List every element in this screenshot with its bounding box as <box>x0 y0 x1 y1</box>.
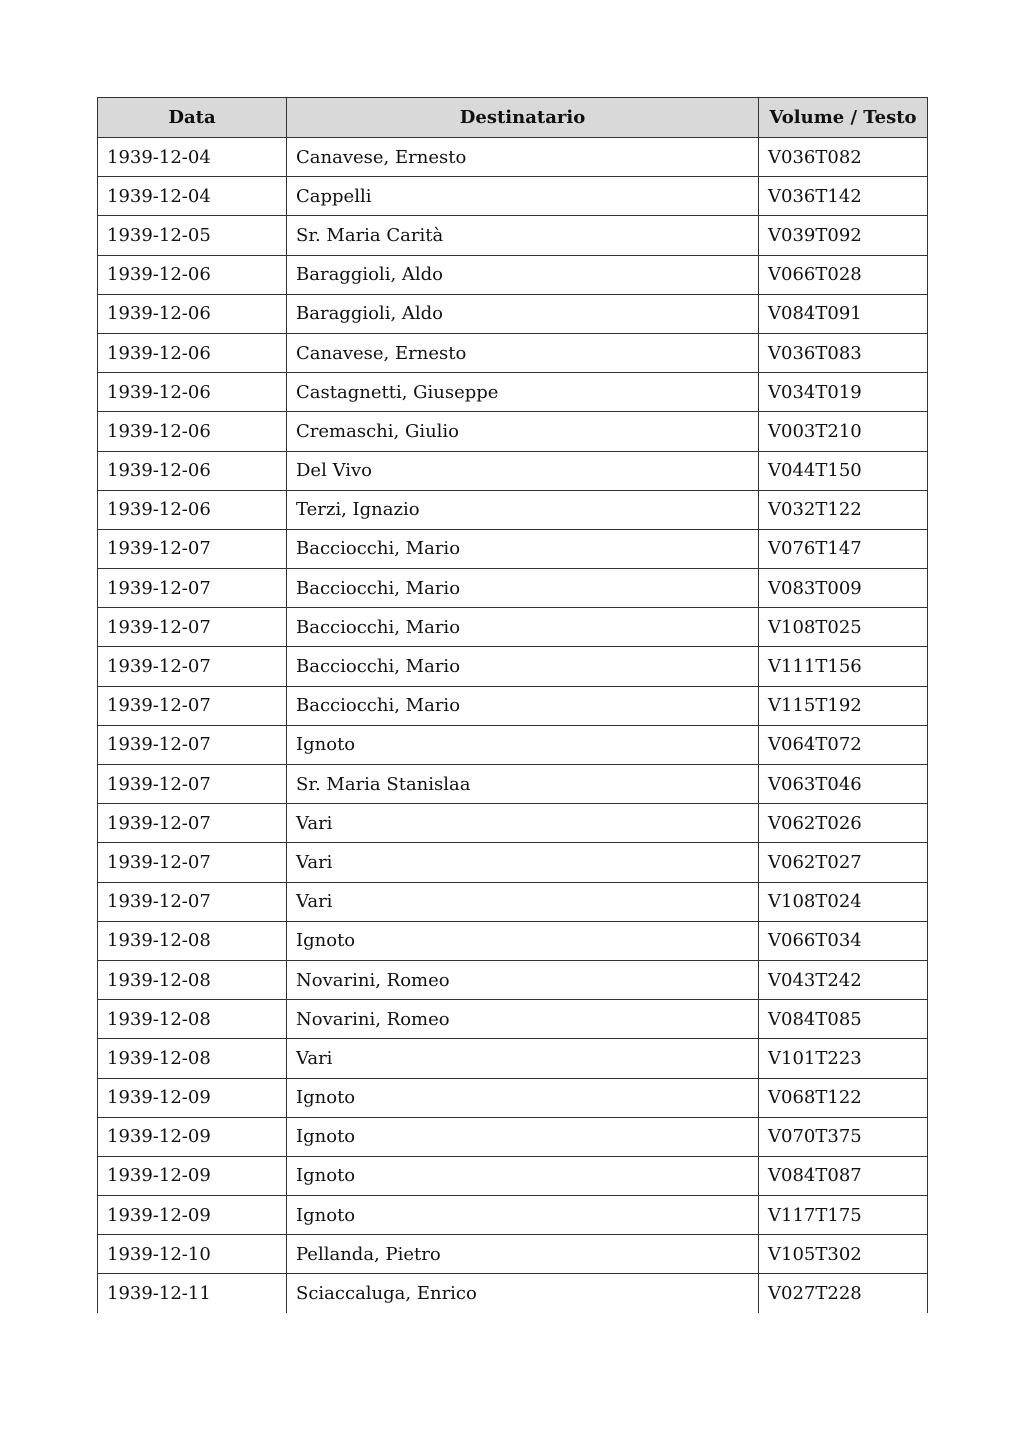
header-row <box>98 98 928 138</box>
cell-date: 1939-12-11 <box>98 1274 287 1313</box>
cell-recipient: Bacciocchi, Mario <box>287 686 759 725</box>
cell-date: 1939-12-07 <box>98 569 287 608</box>
cell-date: 1939-12-07 <box>98 529 287 568</box>
table-row <box>98 1156 928 1195</box>
cell-date: 1939-12-07 <box>98 608 287 647</box>
cell-volume-text: V039T092 <box>759 216 928 255</box>
table-row <box>98 1000 928 1039</box>
cell-date: 1939-12-07 <box>98 804 287 843</box>
cell-date: 1939-12-07 <box>98 843 287 882</box>
header-destinatario: Destinatario <box>287 98 759 138</box>
table-row <box>98 765 928 804</box>
cell-volume-text: V105T302 <box>759 1235 928 1274</box>
cell-date: 1939-12-07 <box>98 686 287 725</box>
cell-volume-text: V108T024 <box>759 882 928 921</box>
cell-volume-text: V111T156 <box>759 647 928 686</box>
table-row <box>98 1235 928 1274</box>
cell-recipient: Ignoto <box>287 1156 759 1195</box>
cell-recipient: Vari <box>287 804 759 843</box>
cell-recipient: Ignoto <box>287 921 759 960</box>
cell-volume-text: V032T122 <box>759 490 928 529</box>
cell-volume-text: V063T046 <box>759 765 928 804</box>
cell-date: 1939-12-06 <box>98 373 287 412</box>
cell-recipient: Ignoto <box>287 725 759 764</box>
cell-date: 1939-12-06 <box>98 294 287 333</box>
cell-volume-text: V044T150 <box>759 451 928 490</box>
table-row <box>98 921 928 960</box>
cell-recipient: Bacciocchi, Mario <box>287 569 759 608</box>
cell-date: 1939-12-05 <box>98 216 287 255</box>
cell-volume-text: V084T087 <box>759 1156 928 1195</box>
table-row <box>98 843 928 882</box>
cell-date: 1939-12-08 <box>98 1000 287 1039</box>
cell-recipient: Cappelli <box>287 177 759 216</box>
cell-volume-text: V036T142 <box>759 177 928 216</box>
cell-volume-text: V101T223 <box>759 1039 928 1078</box>
cell-date: 1939-12-08 <box>98 960 287 999</box>
cell-volume-text: V066T028 <box>759 255 928 294</box>
cell-recipient: Baraggioli, Aldo <box>287 255 759 294</box>
table-row <box>98 216 928 255</box>
cell-volume-text: V084T091 <box>759 294 928 333</box>
cell-volume-text: V003T210 <box>759 412 928 451</box>
cell-recipient: Baraggioli, Aldo <box>287 294 759 333</box>
cell-recipient: Novarini, Romeo <box>287 1000 759 1039</box>
table-row <box>98 177 928 216</box>
cell-date: 1939-12-04 <box>98 138 287 177</box>
cell-date: 1939-12-06 <box>98 451 287 490</box>
cell-recipient: Terzi, Ignazio <box>287 490 759 529</box>
cell-volume-text: V034T019 <box>759 373 928 412</box>
cell-volume-text: V062T027 <box>759 843 928 882</box>
table-row <box>98 1039 928 1078</box>
table-row <box>98 529 928 568</box>
cell-date: 1939-12-08 <box>98 921 287 960</box>
cell-date: 1939-12-07 <box>98 647 287 686</box>
cell-recipient: Ignoto <box>287 1117 759 1156</box>
cell-volume-text: V064T072 <box>759 725 928 764</box>
cell-volume-text: V036T083 <box>759 333 928 372</box>
cell-date: 1939-12-06 <box>98 333 287 372</box>
cell-date: 1939-12-09 <box>98 1156 287 1195</box>
cell-recipient: Canavese, Ernesto <box>287 333 759 372</box>
cell-volume-text: V083T009 <box>759 569 928 608</box>
cell-volume-text: V076T147 <box>759 529 928 568</box>
table-row <box>98 1078 928 1117</box>
table-row <box>98 647 928 686</box>
cell-volume-text: V070T375 <box>759 1117 928 1156</box>
cell-recipient: Sciaccaluga, Enrico <box>287 1274 759 1313</box>
cell-recipient: Cremaschi, Giulio <box>287 412 759 451</box>
letters-table <box>97 97 928 1313</box>
header-volume-testo: Volume / Testo <box>759 98 928 138</box>
cell-date: 1939-12-10 <box>98 1235 287 1274</box>
cell-volume-text: V062T026 <box>759 804 928 843</box>
table-row <box>98 882 928 921</box>
cell-volume-text: V043T242 <box>759 960 928 999</box>
cell-date: 1939-12-07 <box>98 882 287 921</box>
cell-recipient: Bacciocchi, Mario <box>287 529 759 568</box>
cell-recipient: Canavese, Ernesto <box>287 138 759 177</box>
cell-recipient: Pellanda, Pietro <box>287 1235 759 1274</box>
table-row <box>98 138 928 177</box>
table-row <box>98 686 928 725</box>
table-header <box>98 98 928 138</box>
cell-date: 1939-12-07 <box>98 725 287 764</box>
cell-recipient: Ignoto <box>287 1078 759 1117</box>
cell-recipient: Vari <box>287 1039 759 1078</box>
cell-volume-text: V036T082 <box>759 138 928 177</box>
table-row <box>98 1274 928 1313</box>
table-row <box>98 608 928 647</box>
cell-volume-text: V027T228 <box>759 1274 928 1313</box>
cell-volume-text: V068T122 <box>759 1078 928 1117</box>
table-row <box>98 490 928 529</box>
cell-volume-text: V115T192 <box>759 686 928 725</box>
cell-recipient: Del Vivo <box>287 451 759 490</box>
table-row <box>98 804 928 843</box>
cell-date: 1939-12-09 <box>98 1078 287 1117</box>
table-row <box>98 333 928 372</box>
cell-recipient: Vari <box>287 843 759 882</box>
cell-volume-text: V084T085 <box>759 1000 928 1039</box>
cell-date: 1939-12-06 <box>98 490 287 529</box>
cell-recipient: Vari <box>287 882 759 921</box>
cell-volume-text: V066T034 <box>759 921 928 960</box>
cell-date: 1939-12-04 <box>98 177 287 216</box>
cell-recipient: Sr. Maria Stanislaa <box>287 765 759 804</box>
table-row <box>98 373 928 412</box>
table-row <box>98 960 928 999</box>
cell-volume-text: V117T175 <box>759 1196 928 1235</box>
cell-date: 1939-12-06 <box>98 255 287 294</box>
table-row <box>98 1196 928 1235</box>
table-row <box>98 255 928 294</box>
cell-recipient: Castagnetti, Giuseppe <box>287 373 759 412</box>
table-row <box>98 412 928 451</box>
cell-date: 1939-12-09 <box>98 1117 287 1156</box>
cell-recipient: Sr. Maria Carità <box>287 216 759 255</box>
table-row <box>98 569 928 608</box>
cell-date: 1939-12-09 <box>98 1196 287 1235</box>
cell-recipient: Novarini, Romeo <box>287 960 759 999</box>
table-row <box>98 1117 928 1156</box>
cell-volume-text: V108T025 <box>759 608 928 647</box>
cell-recipient: Ignoto <box>287 1196 759 1235</box>
cell-date: 1939-12-07 <box>98 765 287 804</box>
header-data: Data <box>98 98 287 138</box>
table-body <box>98 138 928 1314</box>
cell-date: 1939-12-06 <box>98 412 287 451</box>
cell-recipient: Bacciocchi, Mario <box>287 608 759 647</box>
document-page <box>97 97 927 1313</box>
table-row <box>98 294 928 333</box>
cell-date: 1939-12-08 <box>98 1039 287 1078</box>
table-row <box>98 451 928 490</box>
cell-recipient: Bacciocchi, Mario <box>287 647 759 686</box>
table-row <box>98 725 928 764</box>
